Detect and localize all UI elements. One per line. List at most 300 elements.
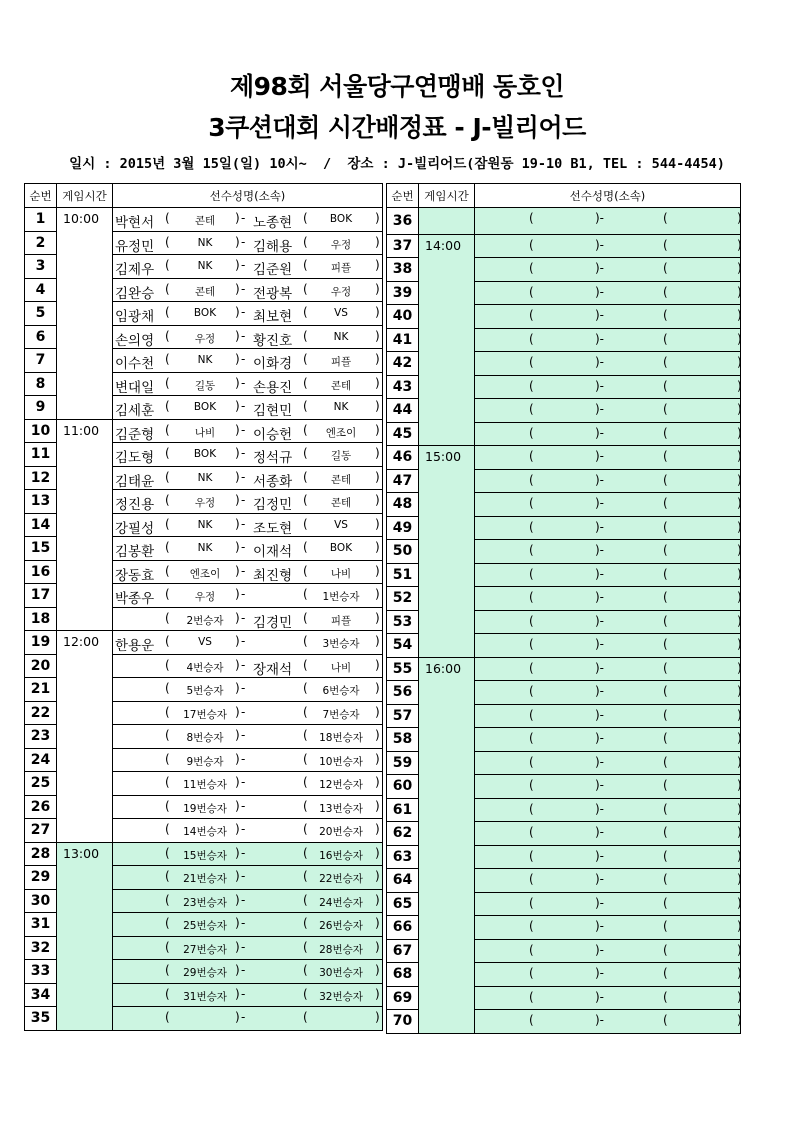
match-players [475, 704, 741, 728]
match-players [475, 657, 741, 681]
row-number: 16 [25, 560, 57, 584]
table-row [25, 208, 383, 232]
row-number: 58 [387, 728, 419, 752]
match-players [475, 563, 741, 587]
paren: ) [737, 590, 742, 604]
paren: ) [235, 211, 240, 225]
row-number: 11 [25, 443, 57, 467]
match-players [113, 278, 383, 302]
match-players [475, 963, 741, 987]
paren: ) [375, 422, 380, 437]
player1-club: BOK [193, 401, 217, 413]
paren: ( [529, 331, 534, 346]
player1-name: 김완승 [115, 285, 155, 302]
paren: ( [529, 872, 534, 886]
match-players [475, 775, 741, 799]
paren: ( [303, 469, 308, 484]
paren: ( [303, 822, 308, 836]
paren: ( [663, 566, 668, 581]
player2-club: 32번승자 [319, 990, 363, 1003]
table-row [25, 842, 383, 866]
match-players [475, 305, 741, 329]
row-number: 59 [387, 751, 419, 775]
paren: ) [235, 939, 240, 954]
match-players [113, 889, 383, 913]
paren: )- [595, 801, 605, 816]
player1-club: 9번승자 [186, 755, 224, 768]
row-number: 57 [387, 704, 419, 728]
paren: ) [375, 728, 380, 742]
versus-dash: - [241, 775, 246, 789]
versus-dash: - [241, 751, 246, 766]
table-row [387, 657, 741, 681]
paren: ( [529, 942, 534, 957]
row-number: 70 [387, 1010, 419, 1034]
paren: ( [529, 425, 534, 440]
paren: ) [737, 355, 742, 369]
paren: ) [375, 845, 380, 860]
paren: ( [663, 519, 668, 534]
paren: )- [595, 919, 605, 933]
match-players [113, 443, 383, 467]
paren: ( [529, 613, 534, 628]
paren: ) [375, 399, 380, 413]
paren: ) [375, 587, 380, 601]
player1-club: 19번승자 [183, 802, 227, 815]
paren: ( [529, 566, 534, 581]
paren: )- [595, 942, 605, 957]
paren: ( [165, 657, 170, 672]
paren: ( [663, 754, 668, 769]
player2-club: 28번승자 [319, 943, 363, 956]
match-players [475, 375, 741, 399]
versus-dash: - [241, 892, 246, 907]
match-players [475, 469, 741, 493]
paren: ( [303, 986, 308, 1001]
paren: ( [165, 869, 170, 883]
player2-club: 엔조이 [325, 426, 357, 439]
player2-club: 6번승자 [322, 685, 360, 697]
paren: ) [235, 587, 240, 601]
paren: ( [165, 963, 170, 977]
player1-name: 김제우 [115, 262, 155, 278]
player1-club: 5번승자 [186, 685, 224, 697]
paren: ( [303, 798, 308, 813]
player1-club: 나비 [194, 426, 216, 439]
paren: ) [737, 637, 742, 651]
paren: ) [737, 684, 742, 698]
paren: )- [595, 684, 605, 698]
match-players [113, 678, 383, 702]
player1-name: 손의영 [115, 332, 155, 349]
player2-name: 이승헌 [253, 426, 293, 443]
player1-club: 25번승자 [183, 920, 227, 932]
player1-club: 콘테 [194, 285, 216, 298]
paren: ( [529, 778, 534, 792]
paren: ( [529, 731, 534, 745]
player2-name: 장재석 [253, 661, 293, 678]
paren: ( [165, 916, 170, 930]
match-players [475, 751, 741, 775]
player2-club: NK [333, 330, 349, 343]
paren: ) [235, 869, 240, 883]
player1-club: 우정 [194, 497, 216, 509]
match-players [113, 1007, 383, 1031]
match-players [113, 842, 383, 866]
schedule-table-left [24, 183, 383, 1031]
versus-dash: - [241, 845, 246, 860]
versus-dash: - [241, 422, 246, 437]
row-number: 7 [25, 349, 57, 373]
paren: )- [595, 402, 605, 416]
paren: ) [375, 281, 380, 296]
versus-dash: - [241, 657, 246, 672]
paren: ) [737, 496, 742, 510]
paren: )- [595, 1013, 605, 1027]
match-players [475, 281, 741, 305]
match-players [475, 634, 741, 658]
page-title: 제98회 서울당구연맹배 동호인 [230, 72, 564, 101]
paren: ( [165, 681, 170, 695]
row-number: 63 [387, 845, 419, 869]
player2-name: 이재석 [253, 544, 293, 560]
paren: ( [663, 613, 668, 628]
game-time: 15:00 [419, 446, 475, 658]
player2-club: 피플 [330, 262, 352, 274]
match-players [113, 419, 383, 443]
row-number: 54 [387, 634, 419, 658]
paren: ) [375, 516, 380, 531]
paren: ( [165, 211, 170, 225]
player1-club: NK [197, 354, 213, 366]
paren: ( [663, 237, 668, 252]
row-number: 28 [25, 842, 57, 866]
paren: ( [303, 704, 308, 719]
row-number: 18 [25, 607, 57, 631]
schedule-table-right [386, 183, 741, 1034]
row-number: 39 [387, 281, 419, 305]
player2-club: 3번승자 [322, 638, 360, 650]
paren: ( [529, 660, 534, 675]
paren: ) [375, 469, 380, 484]
paren: ( [529, 308, 534, 322]
paren: )- [595, 378, 605, 393]
player1-club: NK [197, 236, 213, 249]
paren: ) [235, 751, 240, 766]
paren: ( [303, 657, 308, 672]
paren: )- [595, 543, 605, 557]
player2-club: 24번승자 [319, 896, 363, 909]
versus-dash: - [241, 587, 246, 601]
row-number: 46 [387, 446, 419, 470]
player1-club: 우정 [194, 591, 216, 603]
paren: ) [737, 331, 742, 346]
row-number: 2 [25, 231, 57, 255]
paren: ( [165, 563, 170, 578]
row-number: 50 [387, 540, 419, 564]
player2-name: 김준원 [253, 262, 293, 278]
row-number: 47 [387, 469, 419, 493]
paren: ) [737, 989, 742, 1004]
paren: ( [663, 684, 668, 698]
player1-name: 임광채 [115, 309, 155, 325]
paren: )- [595, 637, 605, 651]
paren: ) [737, 848, 742, 863]
header-names: 선수성명(소속) [113, 184, 383, 208]
paren: ( [165, 328, 170, 343]
paren: ( [303, 869, 308, 883]
versus-dash: - [241, 540, 246, 554]
paren: ( [303, 751, 308, 766]
paren: ) [235, 516, 240, 531]
paren: ) [235, 352, 240, 366]
match-players [113, 396, 383, 420]
row-number: 6 [25, 325, 57, 349]
player1-club: 엔조이 [189, 567, 221, 580]
paren: ( [663, 778, 668, 792]
match-players [475, 728, 741, 752]
paren: ( [529, 966, 534, 980]
player1-club: 27번승자 [183, 943, 227, 956]
row-number: 26 [25, 795, 57, 819]
paren: ) [737, 1013, 742, 1027]
paren: ( [663, 355, 668, 369]
row-number: 41 [387, 328, 419, 352]
row-number: 53 [387, 610, 419, 634]
paren: ) [375, 1010, 380, 1024]
paren: ( [663, 590, 668, 604]
match-players [475, 798, 741, 822]
player1-name: 김세훈 [115, 403, 155, 419]
player1-club: 우정 [194, 332, 216, 345]
match-players [475, 845, 741, 869]
player2-club: 20번승자 [319, 826, 363, 838]
paren: ( [303, 446, 308, 460]
paren: ) [737, 284, 742, 299]
paren: )- [595, 989, 605, 1004]
player1-name: 강필성 [115, 520, 155, 537]
paren: )- [595, 425, 605, 440]
game-time: 13:00 [57, 842, 113, 1030]
player2-club: 10번승자 [319, 755, 363, 768]
paren: ( [663, 425, 668, 440]
paren: ( [165, 939, 170, 954]
paren: ) [375, 634, 380, 648]
match-players [113, 349, 383, 373]
player2-name: 황진호 [253, 332, 293, 349]
paren: ( [165, 352, 170, 366]
row-number: 60 [387, 775, 419, 799]
versus-dash: - [241, 634, 246, 648]
paren: ) [375, 939, 380, 954]
player2-club: 13번승자 [319, 802, 363, 815]
match-players [475, 234, 741, 258]
paren: ) [375, 446, 380, 460]
paren: ( [165, 986, 170, 1001]
row-number: 19 [25, 631, 57, 655]
paren: ( [303, 516, 308, 531]
row-number: 17 [25, 584, 57, 608]
header-num: 순번 [387, 184, 419, 208]
header-time: 게임시간 [419, 184, 475, 208]
match-players [113, 772, 383, 796]
player1-club: NK [197, 518, 213, 531]
row-number: 69 [387, 986, 419, 1010]
paren: ) [375, 681, 380, 695]
versus-dash: - [241, 939, 246, 954]
game-time: 10:00 [57, 208, 113, 420]
paren: ( [165, 469, 170, 484]
player2-name: 김정민 [253, 497, 293, 513]
paren: ) [375, 540, 380, 554]
player1-club: 콘테 [194, 215, 216, 227]
paren: ) [235, 775, 240, 789]
paren: ( [663, 496, 668, 510]
row-number: 32 [25, 936, 57, 960]
paren: ( [529, 637, 534, 651]
player2-name: 최진형 [253, 567, 293, 584]
versus-dash: - [241, 516, 246, 531]
match-players [113, 654, 383, 678]
match-players [475, 986, 741, 1010]
paren: ) [737, 402, 742, 416]
player1-club: 17번승자 [183, 708, 227, 721]
paren: ) [737, 308, 742, 322]
paren: ( [663, 825, 668, 839]
paren: ( [663, 402, 668, 416]
match-players [113, 490, 383, 514]
versus-dash: - [241, 399, 246, 413]
row-number: 27 [25, 819, 57, 843]
player2-name: 김해용 [253, 238, 293, 255]
player2-club: 18번승자 [319, 732, 363, 744]
paren: ( [663, 449, 668, 463]
paren: ( [529, 449, 534, 463]
paren: ( [165, 751, 170, 766]
match-players [475, 446, 741, 470]
player2-name: 김현민 [253, 403, 293, 419]
paren: ( [165, 234, 170, 249]
player2-name: 조도현 [253, 520, 293, 537]
player2-club: 나비 [330, 567, 352, 580]
player2-club: BOK [329, 542, 353, 554]
paren: ( [529, 402, 534, 416]
match-players [113, 701, 383, 725]
paren: ( [529, 848, 534, 863]
row-number: 21 [25, 678, 57, 702]
paren: ( [303, 563, 308, 578]
paren: ) [737, 425, 742, 440]
match-players [475, 869, 741, 893]
paren: ) [235, 469, 240, 484]
game-time [419, 208, 475, 235]
match-players [475, 399, 741, 423]
match-players [113, 866, 383, 890]
paren: ( [529, 801, 534, 816]
paren: ( [663, 284, 668, 299]
paren: ) [375, 657, 380, 672]
paren: ) [737, 778, 742, 792]
match-players [113, 725, 383, 749]
match-players [475, 610, 741, 634]
row-number: 52 [387, 587, 419, 611]
paren: ( [303, 728, 308, 742]
paren: ( [165, 798, 170, 813]
paren: )- [595, 355, 605, 369]
paren: )- [595, 660, 605, 675]
player1-name: 김도형 [115, 450, 155, 466]
paren: )- [595, 895, 605, 910]
paren: ) [235, 375, 240, 390]
paren: ( [529, 543, 534, 557]
player2-club: 30번승자 [319, 967, 363, 979]
match-players [475, 540, 741, 564]
paren: ( [529, 590, 534, 604]
table-row [387, 446, 741, 470]
paren: ) [737, 543, 742, 557]
player1-name: 김태윤 [115, 473, 155, 490]
player2-club: NK [333, 401, 349, 413]
match-players [113, 795, 383, 819]
versus-dash: - [241, 728, 246, 742]
paren: ( [663, 1013, 668, 1027]
player2-club: 콘테 [330, 379, 352, 392]
paren: ( [663, 543, 668, 557]
match-players [475, 892, 741, 916]
row-number: 43 [387, 375, 419, 399]
player2-name: 전광복 [253, 285, 293, 302]
paren: ( [303, 281, 308, 296]
row-number: 12 [25, 466, 57, 490]
paren: ( [663, 895, 668, 910]
event-info: 일시 : 2015년 3월 15일(일) 10시~ / 장소 : J-빌리어드(잠원동 19-10 B1, TEL : 544-4454) [69, 156, 725, 172]
match-players [475, 422, 741, 446]
header-num: 순번 [25, 184, 57, 208]
paren: ) [235, 399, 240, 413]
paren: )- [595, 825, 605, 839]
paren: ) [737, 566, 742, 581]
paren: ( [165, 305, 170, 319]
row-number: 4 [25, 278, 57, 302]
player1-club: 4번승자 [186, 661, 224, 674]
row-number: 61 [387, 798, 419, 822]
paren: ( [303, 211, 308, 225]
versus-dash: - [241, 211, 246, 225]
paren: ) [375, 375, 380, 390]
match-players [475, 208, 741, 235]
paren: )- [595, 237, 605, 252]
player1-name: 김준형 [115, 426, 155, 443]
player1-club: 8번승자 [186, 732, 224, 744]
player2-club: BOK [329, 213, 353, 225]
paren: ( [529, 895, 534, 910]
paren: ( [663, 872, 668, 886]
row-number: 3 [25, 255, 57, 279]
match-players [475, 939, 741, 963]
player2-club: 16번승자 [319, 849, 363, 862]
match-players [113, 607, 383, 631]
row-number: 48 [387, 493, 419, 517]
paren: ) [235, 892, 240, 907]
player2-club: 7번승자 [322, 708, 360, 721]
paren: ) [235, 916, 240, 930]
row-number: 25 [25, 772, 57, 796]
paren: ) [375, 305, 380, 319]
paren: ( [529, 284, 534, 299]
paren: ( [303, 892, 308, 907]
versus-dash: - [241, 563, 246, 578]
paren: ( [663, 848, 668, 863]
